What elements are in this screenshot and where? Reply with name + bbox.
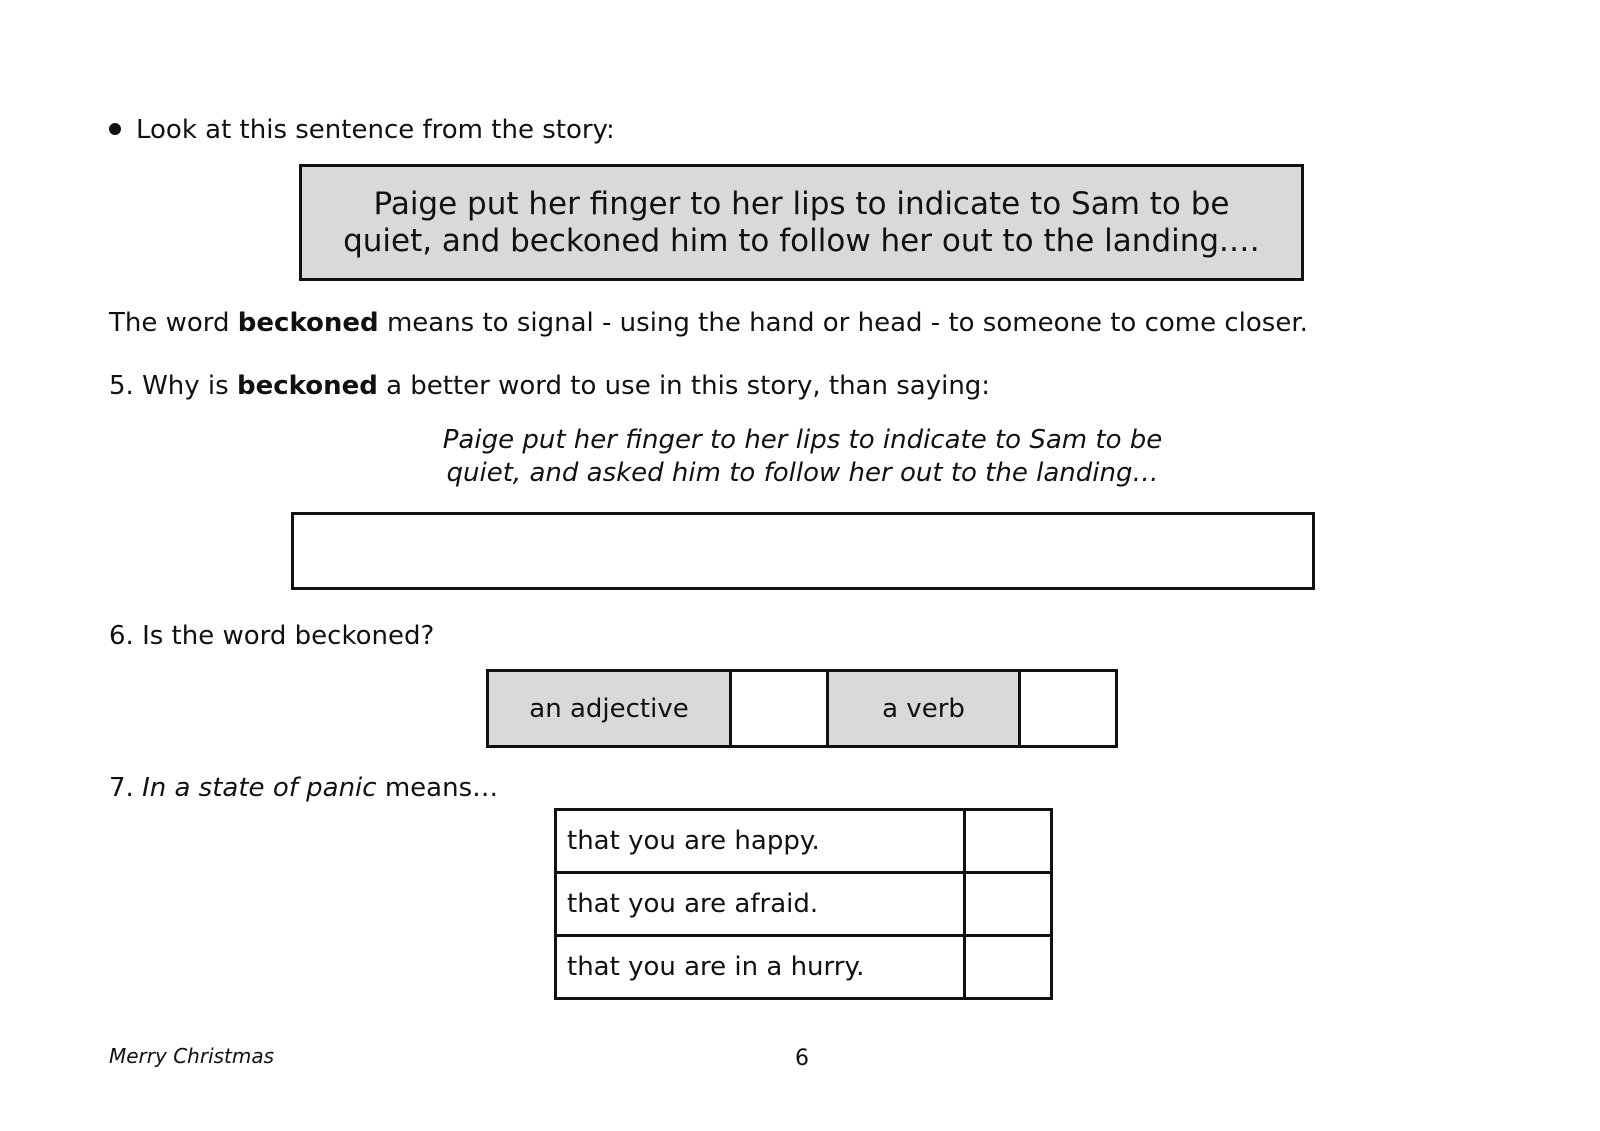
page-number: 6 — [795, 1046, 809, 1071]
option-checkbox-happy[interactable] — [965, 810, 1052, 873]
story-quote-line-2: quiet, and beckoned him to follow her out to the landing.… — [343, 222, 1260, 259]
option-label-happy: that you are happy. — [556, 810, 965, 873]
option-checkbox-afraid[interactable] — [965, 873, 1052, 936]
option-label-afraid: that you are afraid. — [556, 873, 965, 936]
option-label-verb: a verb — [828, 671, 1020, 747]
definition-suffix: means to signal - using the hand or head - to someone to come closer. — [386, 308, 1308, 338]
definition-prefix: The word — [109, 308, 230, 338]
intro-instruction: Look at this sentence from the story: — [136, 115, 615, 145]
option-checkbox-adjective[interactable] — [731, 671, 828, 747]
question-7 — [109, 772, 498, 804]
option-checkbox-verb[interactable] — [1020, 671, 1117, 747]
alternative-sentence-line-2: quiet, and asked him to follow her out to the landing… — [446, 458, 1159, 488]
question-6-options — [486, 669, 1118, 748]
question-7-suffix: means… — [384, 773, 499, 803]
story-quote-line-1: Paige put her finger to her lips to indicate to Sam to be — [373, 185, 1230, 222]
alternative-sentence-line-1: Paige put her finger to her lips to indicate to Sam to be — [442, 425, 1163, 455]
definition-text — [109, 307, 1308, 339]
footer-title: Merry Christmas — [109, 1044, 275, 1068]
question-7-phrase: In a state of panic — [142, 773, 377, 803]
question-5-word: beckoned — [236, 371, 378, 401]
question-5-answer-box[interactable] — [291, 512, 1315, 590]
definition-word: beckoned — [237, 308, 379, 338]
option-label-hurry: that you are in a hurry. — [556, 936, 965, 999]
question-7-number: 7. — [109, 773, 134, 803]
option-checkbox-hurry[interactable] — [965, 936, 1052, 999]
alternative-sentence — [300, 424, 1305, 490]
question-5-prefix: 5. Why is — [109, 371, 229, 401]
question-7-options — [554, 808, 1053, 1000]
question-5-suffix: a better word to use in this story, than saying: — [386, 371, 991, 401]
story-quote-box — [299, 164, 1304, 281]
bullet-dot — [109, 123, 121, 135]
table-row — [556, 873, 1052, 936]
table-row — [556, 936, 1052, 999]
option-label-adjective: an adjective — [488, 671, 731, 747]
question-6: 6. Is the word beckoned? — [109, 621, 435, 651]
question-5 — [109, 370, 990, 402]
table-row — [556, 810, 1052, 873]
